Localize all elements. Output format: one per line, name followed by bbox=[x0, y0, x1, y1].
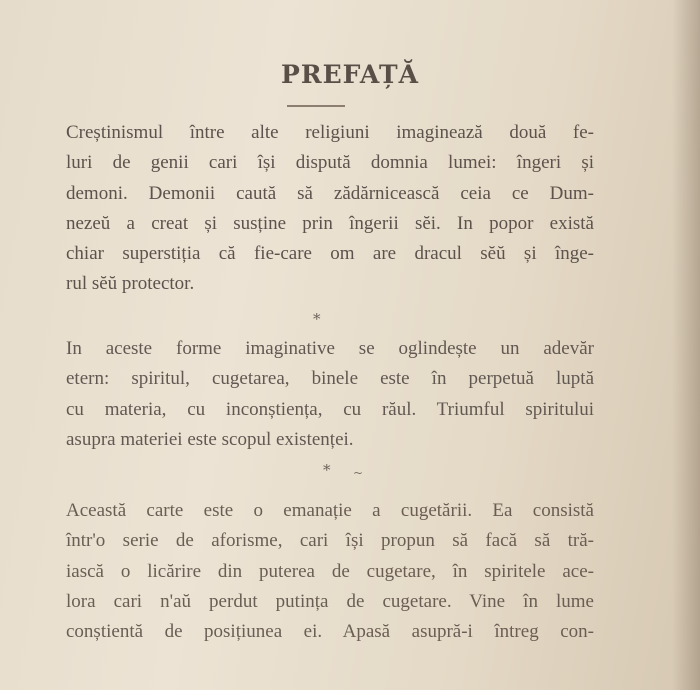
text-line: Această carte este o emanație a cugetării. Ea consistă bbox=[66, 500, 594, 521]
title-underline bbox=[287, 105, 345, 107]
text-line: etern: spiritul, cugetarea, binele este în perpetuă luptă bbox=[66, 368, 594, 390]
text-line: asupra materiei este scopul existenței. bbox=[66, 428, 354, 450]
paragraph-3 bbox=[66, 496, 594, 647]
text-line: cu materia, cu inconștiența, cu răul. Triumful spiritului bbox=[66, 398, 594, 420]
text-line: conștientă de posițiunea ei. Apasă asupră-i întreg con- bbox=[66, 621, 594, 643]
text-line: nezeŭ a creat și susține prin îngerii sĕi. In popor există bbox=[66, 212, 594, 234]
text-line: demoni. Demonii caută să zădărnicească ceia ce Dum- bbox=[66, 182, 594, 204]
section-separator: * bbox=[313, 310, 321, 328]
text-line: In aceste forme imaginative se oglindește un adevăr bbox=[66, 338, 594, 359]
text-line: chiar superstiția că fie-care om are dracul sĕŭ și înge- bbox=[66, 243, 594, 265]
text-line: într'o serie de aforisme, cari își propun să facă să tră- bbox=[66, 530, 594, 552]
separator-mark: ~ bbox=[353, 466, 364, 480]
text-line: lora cari n'aŭ perdut putința de cugetare. Vine în lume bbox=[66, 590, 594, 612]
paragraph-2 bbox=[66, 334, 594, 455]
text-line: iască o licărire din puterea de cugetare, în spiritele ace- bbox=[66, 560, 594, 582]
page-title: PREFAȚĂ bbox=[281, 60, 419, 89]
text-line: rul sĕŭ protector. bbox=[66, 273, 195, 295]
text-line: luri de genii cari își dispută domnia lumei: îngeri și bbox=[66, 152, 594, 174]
paragraph-1 bbox=[66, 118, 594, 300]
section-separator: * bbox=[323, 461, 331, 479]
text-line: Creștinismul între alte religiuni imaginează două fe- bbox=[66, 122, 594, 143]
page-edge-shadow bbox=[672, 0, 700, 690]
